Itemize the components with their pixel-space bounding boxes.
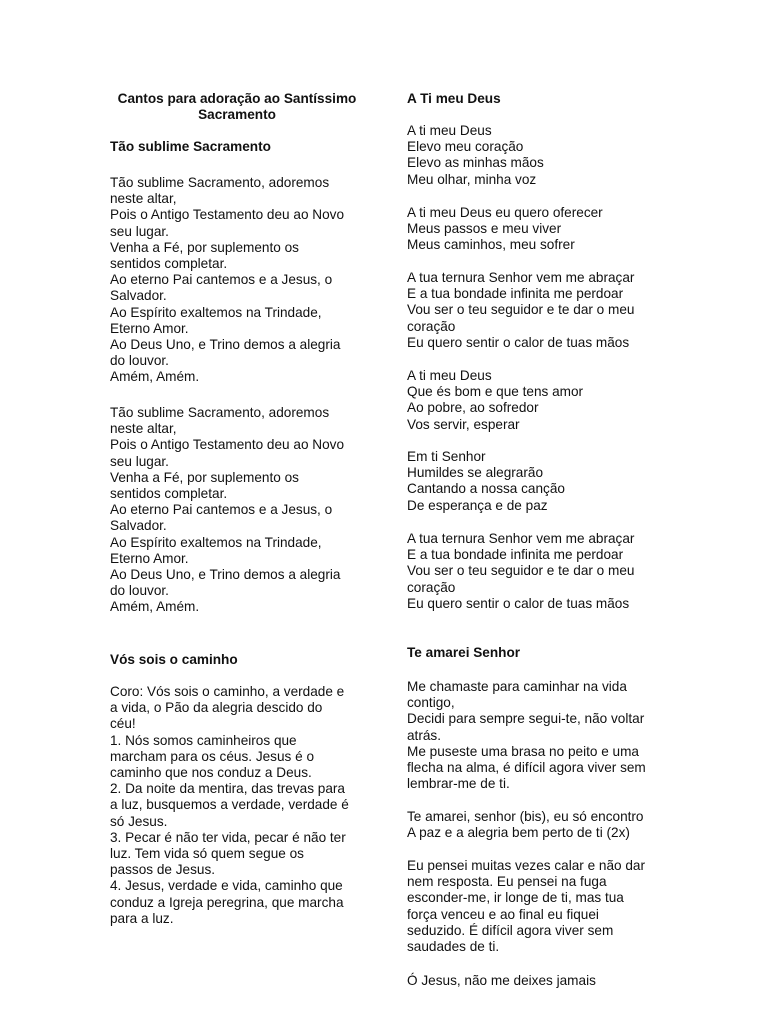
text-line: 2. Da noite da mentira, das trevas para <box>110 781 345 797</box>
text-line: neste altar, <box>110 421 177 437</box>
text-line: Amém, Amém. <box>110 599 200 615</box>
text-line: De esperança e de paz <box>407 497 548 513</box>
text-line: Decidi para sempre segui-te, não voltar <box>407 711 645 727</box>
text-line: Me chamaste para caminhar na vida <box>407 679 627 694</box>
text-line: sentidos completar. <box>110 486 228 502</box>
text-line: contigo, <box>407 695 455 711</box>
text-line: coração <box>407 318 456 334</box>
text-line: Em ti Senhor <box>407 449 486 464</box>
text-line: Amém, Amém. <box>110 369 200 385</box>
text-line: Vou ser o teu seguidor e te dar o meu <box>407 302 635 318</box>
text-line: do louvor. <box>110 353 169 369</box>
text-line: passos de Jesus. <box>110 862 216 878</box>
song-title-vos-sois: Vós sois o caminho <box>110 652 238 667</box>
text-line: a luz, busquemos a verdade, verdade é <box>110 797 349 813</box>
song-title-a-ti-meu-deus: A Ti meu Deus <box>407 91 501 106</box>
text-line: E a tua bondade infinita me perdoar <box>407 286 624 302</box>
text-line: caminho que nos conduz a Deus. <box>110 765 312 781</box>
text-line: Eu quero sentir o calor de tuas mãos <box>407 595 630 611</box>
text-line: Elevo meu coração <box>407 139 524 155</box>
text-line: do louvor. <box>110 583 169 599</box>
text-line: nem resposta. Eu pensei na fuga <box>407 874 607 890</box>
text-line: Ao Deus Uno, e Trino demos a alegria <box>110 567 341 583</box>
text-line: Cantos para adoração ao Santíssimo <box>117 91 357 106</box>
text-line: Salvador. <box>110 518 167 534</box>
text-line: Tão sublime Sacramento, adoremos <box>110 175 330 190</box>
text-line: A paz e a alegria bem perto de ti (2x) <box>407 825 630 841</box>
text-line: Eu pensei muitas vezes calar e não dar <box>407 858 646 873</box>
text-line: 1. Nós somos caminheiros que <box>110 732 297 748</box>
song-stanza <box>407 205 669 254</box>
text-line: lembrar-me de ti. <box>407 776 510 792</box>
text-line: luz. Tem vida só quem segue os <box>110 846 304 862</box>
song-stanza <box>407 270 669 351</box>
text-line: Que és bom e que tens amor <box>407 384 584 400</box>
text-line: Ao Espírito exaltemos na Trindade, <box>110 534 322 550</box>
text-line: seu lugar. <box>110 453 169 469</box>
text-line: A ti meu Deus <box>407 123 492 138</box>
song-stanza <box>407 809 669 841</box>
text-line: Pois o Antigo Testamento deu ao Novo <box>110 437 345 453</box>
text-line: 4. Jesus, verdade e vida, caminho que <box>110 878 343 894</box>
text-line: Elevo as minhas mãos <box>407 155 544 171</box>
song-body <box>110 684 372 927</box>
text-line: saudades de ti. <box>407 939 500 955</box>
text-line: força venceu e ao final eu fiquei <box>407 906 599 922</box>
text-line: Cantando a nossa canção <box>407 481 565 497</box>
text-line: esconder-me, ir longe de ti, mas tua <box>407 890 624 906</box>
text-line: A tua ternura Senhor vem me abraçar <box>407 531 635 546</box>
song-stanza <box>407 123 669 188</box>
song-title-te-amarei: Te amarei Senhor <box>407 645 521 660</box>
text-line: Venha a Fé, por suplemento os <box>110 469 299 485</box>
song-stanza <box>407 368 669 433</box>
text-line: Meu olhar, minha voz <box>407 171 537 187</box>
text-line: neste altar, <box>110 191 177 207</box>
text-line: Eterno Amor. <box>110 550 189 566</box>
song-stanza <box>407 679 669 792</box>
text-line: Pois o Antigo Testamento deu ao Novo <box>110 207 345 223</box>
text-line: A ti meu Deus eu quero oferecer <box>407 205 603 220</box>
text-line: Ao Deus Uno, e Trino demos a alegria <box>110 337 341 353</box>
song-stanza <box>407 973 669 989</box>
text-line: Meus caminhos, meu sofrer <box>407 237 575 253</box>
text-line: Te amarei, senhor (bis), eu só encontro <box>407 809 644 824</box>
text-line: Vos servir, esperar <box>407 416 520 432</box>
text-line: seu lugar. <box>110 223 169 239</box>
song-stanza <box>407 858 669 955</box>
text-line: céu! <box>110 716 136 732</box>
text-line: Eterno Amor. <box>110 320 189 336</box>
text-line: Ao pobre, ao sofredor <box>407 400 539 416</box>
text-line: A tua ternura Senhor vem me abraçar <box>407 270 635 285</box>
text-line: Ao Espírito exaltemos na Trindade, <box>110 304 322 320</box>
song-verse <box>110 175 372 386</box>
text-line: Sacramento <box>198 107 276 123</box>
text-line: A ti meu Deus <box>407 368 492 383</box>
text-line: Ao eterno Pai cantemos e a Jesus, o <box>110 272 333 288</box>
text-line: a vida, o Pão da alegria descido do <box>110 700 323 716</box>
text-line: conduz a Igreja peregrina, que marcha <box>110 894 344 910</box>
song-stanza <box>407 449 669 514</box>
text-line: seduzido. É difícil agora viver sem <box>407 922 614 938</box>
text-line: E a tua bondade infinita me perdoar <box>407 547 624 563</box>
text-line: para a luz. <box>110 910 174 926</box>
text-line: Tão sublime Sacramento, adoremos <box>110 405 330 420</box>
text-line: 3. Pecar é não ter vida, pecar é não ter <box>110 829 346 845</box>
text-line: Meus passos e meu viver <box>407 221 562 237</box>
song-title-tao-sublime: Tão sublime Sacramento <box>110 139 271 154</box>
text-line: Coro: Vós sois o caminho, a verdade e <box>110 684 345 699</box>
text-line: flecha na alma, é difícil agora viver sem <box>407 760 646 776</box>
song-stanza <box>407 531 669 612</box>
text-line: Ó Jesus, não me deixes jamais <box>407 973 596 988</box>
document-title <box>106 91 368 123</box>
text-line: só Jesus. <box>110 813 168 829</box>
song-verse <box>110 405 372 616</box>
text-line: Humildes se alegrarão <box>407 465 544 481</box>
text-line: Venha a Fé, por suplemento os <box>110 239 299 255</box>
text-line: Eu quero sentir o calor de tuas mãos <box>407 334 630 350</box>
text-line: sentidos completar. <box>110 256 228 272</box>
text-line: Vou ser o teu seguidor e te dar o meu <box>407 563 635 579</box>
text-line: atrás. <box>407 727 441 743</box>
text-line: Ao eterno Pai cantemos e a Jesus, o <box>110 502 333 518</box>
text-line: marcham para os céus. Jesus é o <box>110 748 314 764</box>
text-line: Me puseste uma brasa no peito e uma <box>407 743 639 759</box>
text-line: coração <box>407 579 456 595</box>
text-line: Salvador. <box>110 288 167 304</box>
